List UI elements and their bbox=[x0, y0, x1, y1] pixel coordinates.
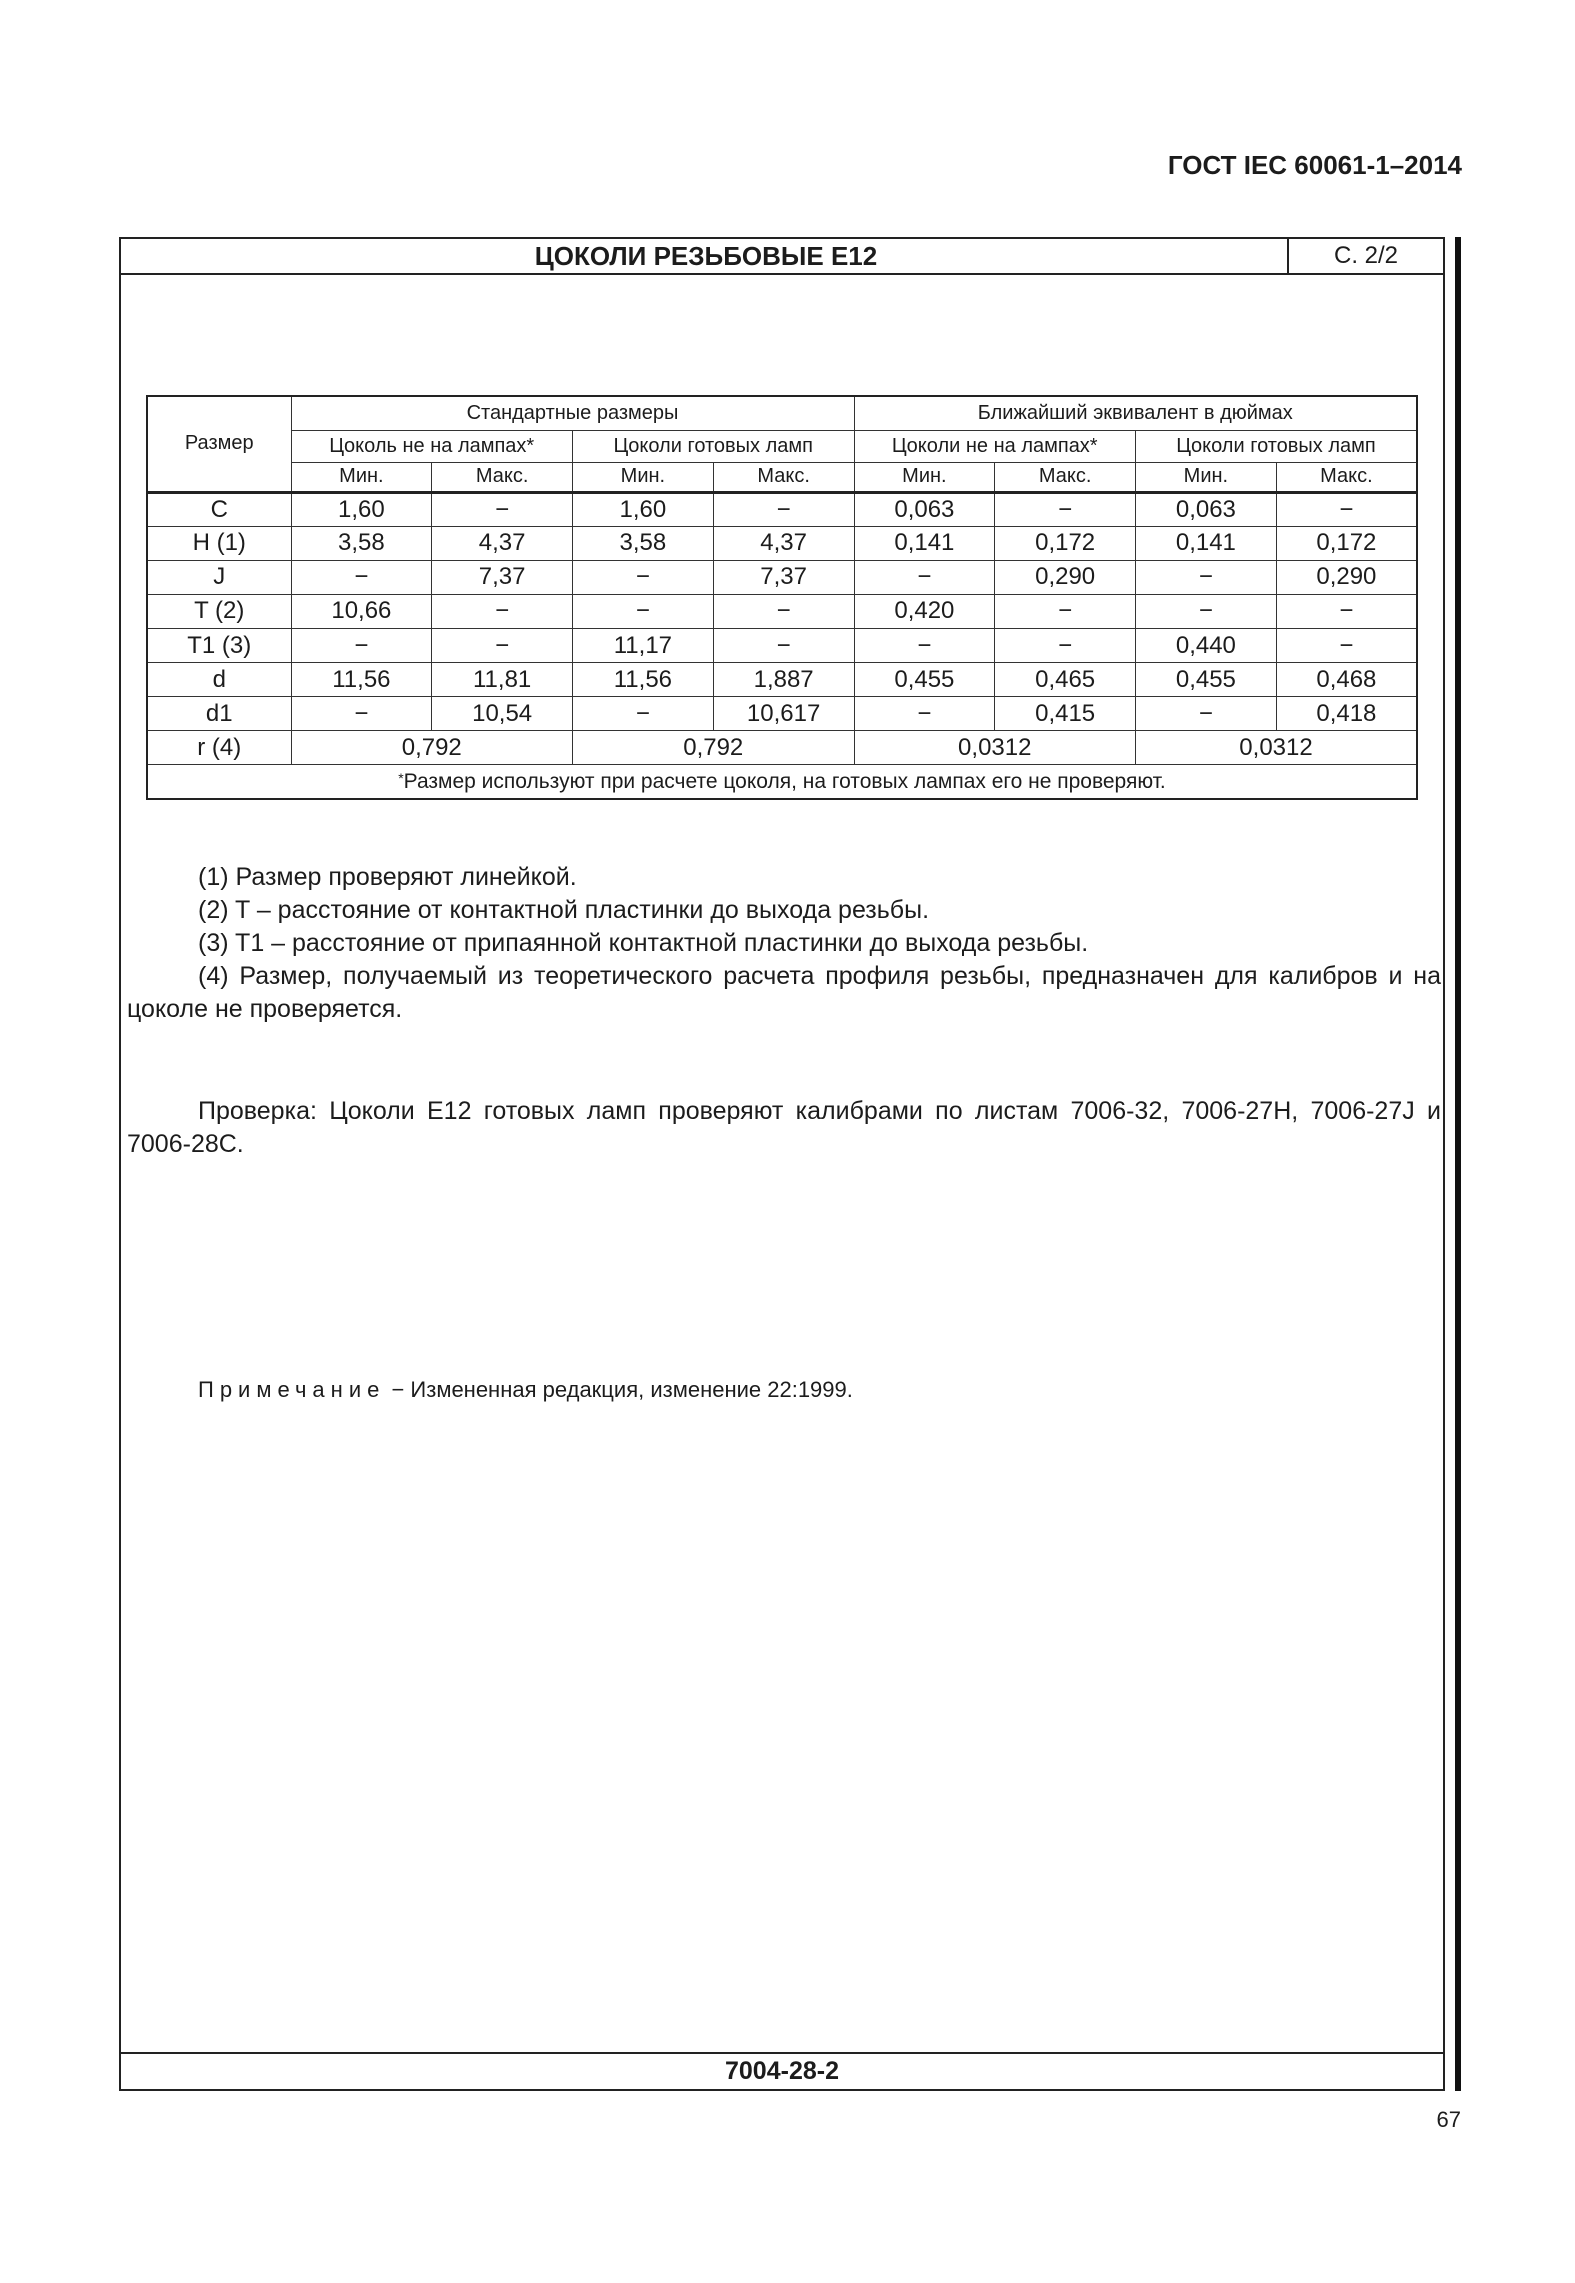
table-cell: 0,063 bbox=[854, 492, 995, 526]
table-row bbox=[147, 628, 1417, 662]
gauge-check-paragraph bbox=[127, 1095, 1441, 1161]
table-cell: − bbox=[1276, 594, 1417, 628]
table-cell: − bbox=[995, 594, 1136, 628]
standard-code: ГОСТ IEC 60061-1–2014 bbox=[1167, 150, 1462, 180]
table-cell: 0,415 bbox=[995, 697, 1136, 731]
sub-header: Цоколь не на лампах* bbox=[291, 430, 573, 462]
table-cell: 0,063 bbox=[1136, 492, 1277, 526]
remark-label: Примечание bbox=[198, 1377, 386, 1402]
table-cell: − bbox=[432, 594, 573, 628]
min-header: Мин. bbox=[854, 462, 995, 492]
sheet-header bbox=[121, 239, 1443, 275]
max-header: Макс. bbox=[713, 462, 854, 492]
table-cell: 0,290 bbox=[995, 560, 1136, 594]
max-header: Макс. bbox=[1276, 462, 1417, 492]
sheet-page-label: С. 2/2 bbox=[1287, 239, 1443, 273]
table-cell: − bbox=[1276, 492, 1417, 526]
table-cell: 0,455 bbox=[1136, 663, 1277, 697]
table-cell: 0,0312 bbox=[854, 731, 1136, 765]
table-cell: − bbox=[854, 628, 995, 662]
table-cell: − bbox=[573, 560, 714, 594]
sheet-title: ЦОКОЛИ РЕЗЬБОВЫЕ Е12 bbox=[534, 241, 878, 271]
table-cell: 0,418 bbox=[1276, 697, 1417, 731]
table-cell: − bbox=[713, 594, 854, 628]
dimensions-table bbox=[146, 395, 1418, 800]
sub-header: Цоколи готовых ламп bbox=[573, 430, 855, 462]
table-footnote bbox=[147, 765, 1417, 799]
table-cell: − bbox=[291, 628, 432, 662]
table-row bbox=[147, 594, 1417, 628]
table-cell: 4,37 bbox=[713, 526, 854, 560]
table-cell: 0,455 bbox=[854, 663, 995, 697]
table-cell: − bbox=[291, 560, 432, 594]
table-cell: 11,17 bbox=[573, 628, 714, 662]
table-cell: − bbox=[291, 697, 432, 731]
table-cell: 0,468 bbox=[1276, 663, 1417, 697]
row-label: T1 (3) bbox=[147, 628, 291, 662]
table-cell: 4,37 bbox=[432, 526, 573, 560]
max-header: Макс. bbox=[995, 462, 1136, 492]
table-cell: 11,56 bbox=[291, 663, 432, 697]
table-cell: − bbox=[573, 697, 714, 731]
table-cell: 10,54 bbox=[432, 697, 573, 731]
table-cell: 0,465 bbox=[995, 663, 1136, 697]
sub-header: Цоколи не на лампах* bbox=[854, 430, 1136, 462]
table-cell: 3,58 bbox=[573, 526, 714, 560]
remark-text: − Измененная редакция, изменение 22:1999. bbox=[385, 1377, 853, 1402]
table-cell: − bbox=[854, 560, 995, 594]
table-row bbox=[147, 560, 1417, 594]
table-cell: 0,172 bbox=[1276, 526, 1417, 560]
table-cell: 0,0312 bbox=[1136, 731, 1418, 765]
table-cell: 1,60 bbox=[573, 492, 714, 526]
table-cell: − bbox=[573, 594, 714, 628]
table-cell: − bbox=[1136, 594, 1277, 628]
table-cell: − bbox=[1136, 697, 1277, 731]
max-header: Макс. bbox=[432, 462, 573, 492]
table-cell: 0,792 bbox=[291, 731, 573, 765]
table-cell: 0,172 bbox=[995, 526, 1136, 560]
sub-header: Цоколи готовых ламп bbox=[1136, 430, 1418, 462]
table-size-header: Размер bbox=[147, 396, 291, 492]
group-header-inches: Ближайший эквивалент в дюймах bbox=[854, 396, 1417, 430]
row-label: d1 bbox=[147, 697, 291, 731]
table-cell: − bbox=[995, 628, 1136, 662]
min-header: Мин. bbox=[1136, 462, 1277, 492]
row-label: H (1) bbox=[147, 526, 291, 560]
table-cell: − bbox=[995, 492, 1136, 526]
row-label: r (4) bbox=[147, 731, 291, 765]
row-label: d bbox=[147, 663, 291, 697]
table-cell: − bbox=[854, 697, 995, 731]
table-cell: 0,141 bbox=[1136, 526, 1277, 560]
table-cell: − bbox=[713, 628, 854, 662]
table-cell: − bbox=[1276, 628, 1417, 662]
table-row bbox=[147, 663, 1417, 697]
row-label: T (2) bbox=[147, 594, 291, 628]
page-number: 67 bbox=[1436, 2107, 1461, 2132]
table-row-r bbox=[147, 731, 1417, 765]
table-cell: 7,37 bbox=[713, 560, 854, 594]
table-cell: 7,37 bbox=[432, 560, 573, 594]
table-cell: 0,440 bbox=[1136, 628, 1277, 662]
table-cell: 11,56 bbox=[573, 663, 714, 697]
min-header: Мин. bbox=[573, 462, 714, 492]
table-cell: 10,66 bbox=[291, 594, 432, 628]
table-cell: 1,887 bbox=[713, 663, 854, 697]
table-cell: 1,60 bbox=[291, 492, 432, 526]
footnote-text: Размер используют при расчете цоколя, на готовых лампах его не проверяют. bbox=[403, 769, 1166, 793]
table-row bbox=[147, 697, 1417, 731]
frame-edge-rule bbox=[1455, 237, 1461, 2091]
note-3: (3) T1 – расстояние от припаянной контактной пластинки до выхода резьбы. bbox=[198, 929, 1089, 957]
footnote-mark: * bbox=[398, 769, 404, 786]
note-2: (2) T – расстояние от контактной пластинки до выхода резьбы. bbox=[198, 896, 930, 924]
table-cell: 11,81 bbox=[432, 663, 573, 697]
table-cell: 0,792 bbox=[573, 731, 855, 765]
min-header: Мин. bbox=[291, 462, 432, 492]
table-cell: 0,420 bbox=[854, 594, 995, 628]
table-cell: − bbox=[432, 492, 573, 526]
check-text: Проверка: Цоколи E12 готовых ламп проверяют калибрами по листам 7006-32, 7006-27H, 7006-27J и 7006-28C. bbox=[127, 1097, 1441, 1158]
sheet-footer-code: 7004-28-2 bbox=[121, 2052, 1443, 2089]
table-cell: − bbox=[432, 628, 573, 662]
table-cell: 10,617 bbox=[713, 697, 854, 731]
group-header-standard: Стандартные размеры bbox=[291, 396, 854, 430]
table-cell: 3,58 bbox=[291, 526, 432, 560]
table-cell: − bbox=[713, 492, 854, 526]
dimension-notes bbox=[127, 861, 1441, 1026]
table-row bbox=[147, 492, 1417, 526]
table-cell: − bbox=[1136, 560, 1277, 594]
remark bbox=[198, 1377, 853, 1403]
table-cell: 0,290 bbox=[1276, 560, 1417, 594]
table-row bbox=[147, 526, 1417, 560]
note-4: (4) Размер, получаемый из теоретического расчета профиля резьбы, предназначен для калибров и на цоколе не проверяется. bbox=[127, 962, 1441, 1023]
note-1: (1) Размер проверяют линейкой. bbox=[198, 863, 577, 891]
table-cell: 0,141 bbox=[854, 526, 995, 560]
row-label: C bbox=[147, 492, 291, 526]
row-label: J bbox=[147, 560, 291, 594]
